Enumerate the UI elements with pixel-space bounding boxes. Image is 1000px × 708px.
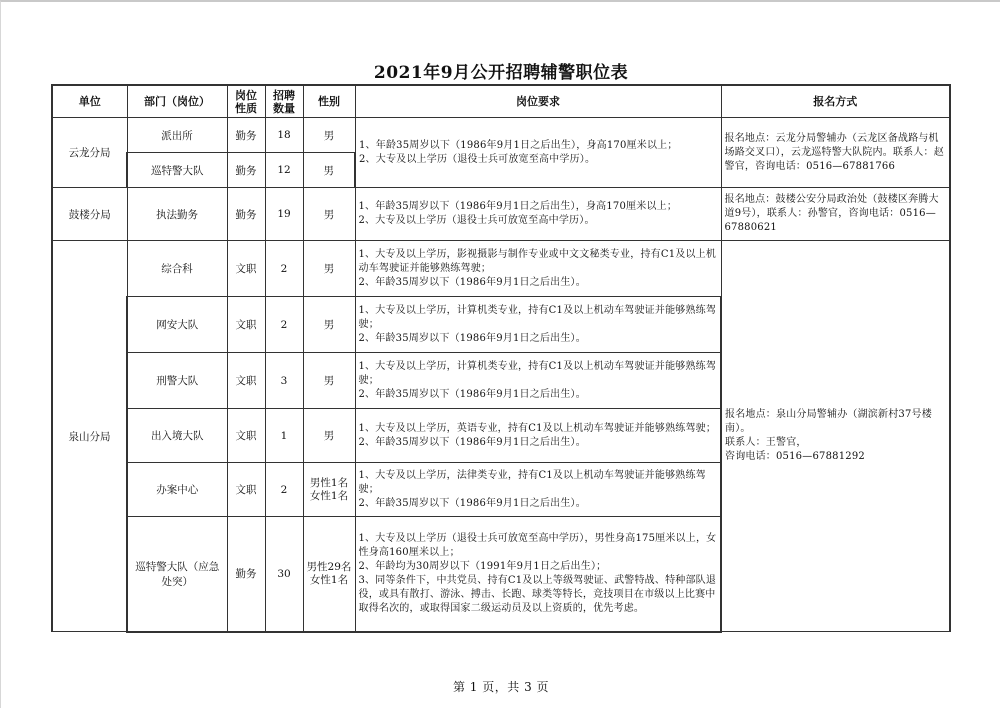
header-row (52, 85, 950, 118)
dept-cell: 网安大队 (127, 297, 227, 353)
header-requirements: 岗位要求 (355, 85, 721, 118)
count-cell: 18 (265, 118, 303, 153)
registration-cell: 报名地点：泉山分局警辅办（湖滨新村37号楼南）。 联系人：王警官， 咨询电话：0516—67881292 (721, 241, 950, 632)
header-dept: 部门（岗位） (127, 85, 227, 118)
dept-cell: 执法勤务 (127, 188, 227, 241)
requirements-cell: 1、大专及以上学历，计算机类专业，持有C1及以上机动车驾驶证并能够熟练驾驶； 2、年龄35周岁以下（1986年9月1日之后出生）。 (355, 353, 721, 409)
requirements-cell: 1、大专及以上学历，法律类专业，持有C1及以上机动车驾驶证并能够熟练驾驶； 2、年龄35周岁以下（1986年9月1日之后出生）。 (355, 463, 721, 517)
page-footer: 第 1 页，共 3 页 (452, 680, 550, 694)
unit-cell: 鼓楼分局 (52, 188, 127, 241)
dept-cell: 派出所 (127, 118, 227, 153)
count-cell: 12 (265, 153, 303, 188)
nature-cell: 勤务 (227, 118, 265, 153)
nature-cell: 文职 (227, 241, 265, 297)
count-cell: 2 (265, 297, 303, 353)
count-cell: 30 (265, 517, 303, 632)
dept-cell: 办案中心 (127, 463, 227, 517)
header-unit: 单位 (52, 85, 127, 118)
unit-cell: 泉山分局 (52, 241, 127, 632)
header-registration: 报名方式 (721, 85, 950, 118)
gender-cell: 男 (303, 353, 355, 409)
dept-cell: 巡特警大队 (127, 153, 227, 188)
table-row (52, 241, 950, 297)
job-table (51, 84, 951, 633)
nature-cell: 文职 (227, 409, 265, 463)
nature-cell: 勤务 (227, 517, 265, 632)
count-cell: 2 (265, 241, 303, 297)
gender-cell: 男性29名 女性1名 (303, 517, 355, 632)
registration-cell: 报名地点：云龙分局警辅办（云龙区备战路与机场路交叉口），云龙巡特警大队院内。联系人：赵警官，咨询电话：0516—67881766 (721, 118, 950, 188)
gender-cell: 男 (303, 409, 355, 463)
nature-cell: 文职 (227, 353, 265, 409)
nature-cell: 文职 (227, 463, 265, 517)
registration-cell: 报名地点：鼓楼公安分局政治处（鼓楼区奔腾大道9号），联系人：孙警官，咨询电话：0516—67880621 (721, 188, 950, 241)
requirements-cell: 1、大专及以上学历，英语专业，持有C1及以上机动车驾驶证并能够熟练驾驶； 2、年龄35周岁以下（1986年9月1日之后出生）。 (355, 409, 721, 463)
dept-cell: 出入境大队 (127, 409, 227, 463)
count-cell: 3 (265, 353, 303, 409)
requirements-cell: 1、大专及以上学历，计算机类专业，持有C1及以上机动车驾驶证并能够熟练驾驶； 2、年龄35周岁以下（1986年9月1日之后出生）。 (355, 297, 721, 353)
count-cell: 1 (265, 409, 303, 463)
table-row (52, 118, 950, 153)
unit-cell: 云龙分局 (52, 118, 127, 188)
nature-cell: 勤务 (227, 188, 265, 241)
dept-cell: 刑警大队 (127, 353, 227, 409)
requirements-cell: 1、大专及以上学历（退役士兵可放宽至高中学历），男性身高175厘米以上，女性身高160厘米以上； 2、年龄均为30周岁以下（1991年9月1日之后出生）； 3、同等条件下，中共党员、持有C1及以上等级驾驶证、武警特战、特种部队退役，或具有散打、游泳、搏击、长跑、球类等特长，竞技项目在市级以上比赛中取得名次的，或取得国家二级运动员及以上资质的，优先考虑。 (355, 517, 721, 632)
nature-cell: 文职 (227, 297, 265, 353)
count-cell: 19 (265, 188, 303, 241)
requirements-cell: 1、大专及以上学历，影视摄影与制作专业或中文文秘类专业，持有C1及以上机动车驾驶证并能够熟练驾驶； 2、年龄35周岁以下（1986年9月1日之后出生）。 (355, 241, 721, 297)
header-nature: 岗位性质 (227, 85, 265, 118)
count-cell: 2 (265, 463, 303, 517)
gender-cell: 男 (303, 118, 355, 153)
nature-cell: 勤务 (227, 153, 265, 188)
gender-cell: 男 (303, 153, 355, 188)
gender-cell: 男 (303, 297, 355, 353)
header-count: 招聘数量 (265, 85, 303, 118)
dept-cell: 综合科 (127, 241, 227, 297)
page-title: 2021年9月公开招聘辅警职位表 (373, 63, 629, 83)
requirements-cell: 1、年龄35周岁以下（1986年9月1日之后出生），身高170厘米以上； 2、大专及以上学历（退役士兵可放宽至高中学历）。 (355, 188, 721, 241)
gender-cell: 男 (303, 188, 355, 241)
gender-cell: 男 (303, 241, 355, 297)
requirements-cell: 1、年龄35周岁以下（1986年9月1日之后出生），身高170厘米以上； 2、大专及以上学历（退役士兵可放宽至高中学历）。 (355, 118, 721, 188)
gender-cell: 男性1名 女性1名 (303, 463, 355, 517)
table-row (52, 188, 950, 241)
dept-cell: 巡特警大队（应急处突） (127, 517, 227, 632)
header-gender: 性别 (303, 85, 355, 118)
